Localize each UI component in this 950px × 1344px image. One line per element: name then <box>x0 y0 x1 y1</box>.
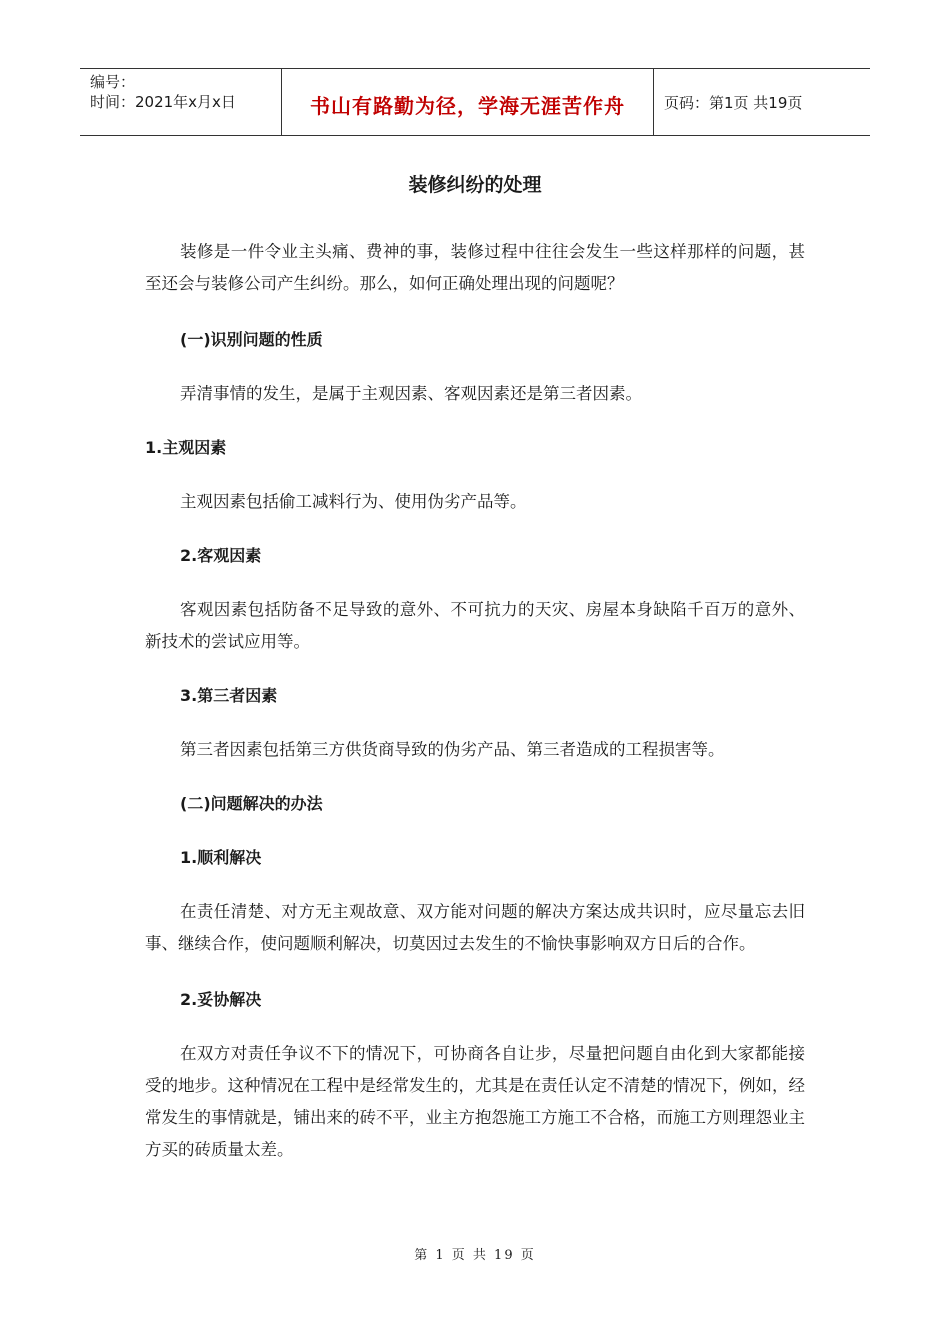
section1-paragraph: 弄清事情的发生，是属于主观因素、客观因素还是第三者因素。 <box>180 384 642 403</box>
number-label: 编号： <box>90 73 136 91</box>
section1-sub3-heading: 3.第三者因素 <box>180 686 278 705</box>
section2-heading: (二)问题解决的办法 <box>180 794 323 813</box>
section1-sub1-paragraph: 主观因素包括偷工减料行为、使用伪劣产品等。 <box>180 492 527 511</box>
section1-sub1-heading: 1.主观因素 <box>145 438 227 457</box>
intro-paragraph: 装修是一件令业主头痛、费神的事，装修过程中往往会发生一些这样那样的问题，甚至还会与装修公司产生纠纷。那么，如何正确处理出现的问题呢？ <box>145 242 805 293</box>
section1-sub3-paragraph: 第三者因素包括第三方供货商导致的伪劣产品、第三者造成的工程损害等。 <box>180 740 725 759</box>
header-page-code: 页码：第1页 共19页 <box>664 93 803 112</box>
section1-sub2-heading: 2.客观因素 <box>180 546 262 565</box>
section2-sub2-heading: 2.妥协解决 <box>180 990 262 1009</box>
section1-sub2-paragraph: 客观因素包括防备不足导致的意外、不可抗力的天灾、房屋本身缺陷千百万的意外、新技术的尝试应用等。 <box>145 600 805 651</box>
section2-sub1-paragraph: 在责任清楚、对方无主观故意、双方能对问题的解决方案达成共识时，应尽量忘去旧事、继续合作，使问题顺利解决，切莫因过去发生的不愉快事影响双方日后的合作。 <box>145 902 805 953</box>
header-meta <box>80 69 282 135</box>
section2-sub2-paragraph: 在双方对责任争议不下的情况下，可协商各自让步，尽量把问题自由化到大家都能接受的地步。这种情况在工程中是经常发生的，尤其是在责任认定不清楚的情况下，例如，经常发生的事情就是，铺出来的砖不平，业主方抱怨施工方施工不合格，而施工方则理怨业主方买的砖质量太差。 <box>145 1044 805 1159</box>
header-motto: 书山有路勤为径，学海无涯苦作舟 <box>282 69 654 135</box>
time-label: 时间：2021年x月x日 <box>90 93 236 111</box>
document-body <box>145 236 805 1166</box>
section1-heading: (一)识别问题的性质 <box>180 330 323 349</box>
document-title: 装修纠纷的处理 <box>408 174 542 196</box>
document-header <box>80 68 870 136</box>
section2-sub1-heading: 1.顺利解决 <box>180 848 262 867</box>
page-footer: 第 1 页 共 19 页 <box>414 1248 536 1263</box>
